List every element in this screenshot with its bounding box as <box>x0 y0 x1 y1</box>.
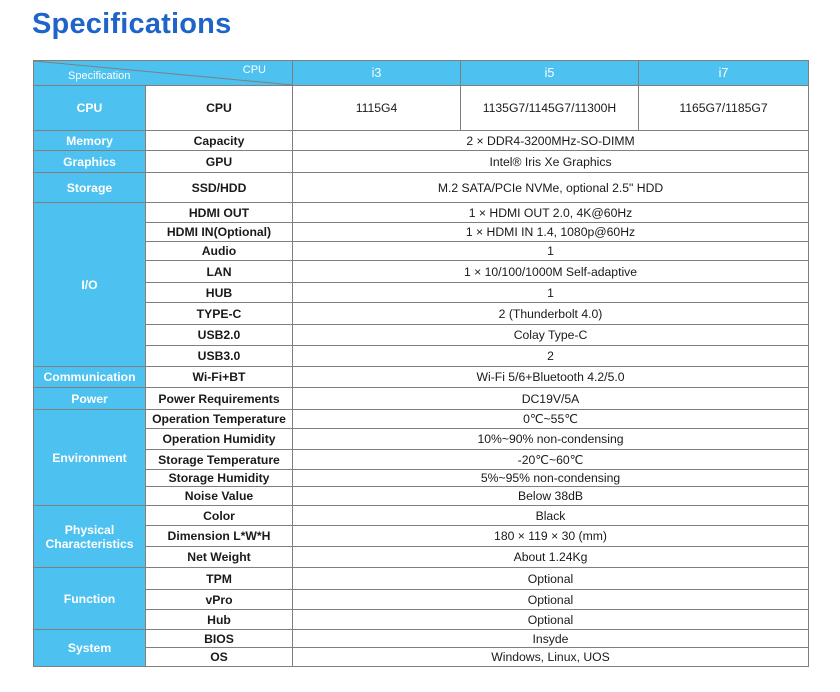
spec-value: 180 × 119 × 30 (mm) <box>293 526 809 547</box>
spec-value: 2 <box>293 346 809 367</box>
spec-value: M.2 SATA/PCIe NVMe, optional 2.5" HDD <box>293 173 809 203</box>
spec-value: About 1.24Kg <box>293 547 809 568</box>
category-cell: Power <box>34 388 146 410</box>
spec-value: Below 38dB <box>293 487 809 506</box>
spec-value: 0℃~55℃ <box>293 410 809 429</box>
spec-label: CPU <box>146 86 293 131</box>
spec-label: Operation Humidity <box>146 429 293 450</box>
spec-table <box>33 60 809 667</box>
spec-label: Storage Temperature <box>146 450 293 470</box>
corner-cpu-label: CPU <box>242 64 266 76</box>
spec-label: OS <box>146 648 293 667</box>
category-cell: Memory <box>34 131 146 151</box>
spec-row <box>34 506 809 526</box>
spec-label: Storage Humidity <box>146 470 293 487</box>
column-header-i7: i7 <box>639 61 809 86</box>
spec-row <box>34 203 809 223</box>
category-cpu: CPU <box>34 86 146 131</box>
spec-row <box>34 223 809 242</box>
spec-label: Hub <box>146 610 293 630</box>
spec-label: USB3.0 <box>146 346 293 367</box>
category-cell: Storage <box>34 173 146 203</box>
cpu-value-i5: 1135G7/1145G7/11300H <box>461 86 639 131</box>
spec-label: USB2.0 <box>146 325 293 346</box>
spec-value: 1 × HDMI OUT 2.0, 4K@60Hz <box>293 203 809 223</box>
spec-row <box>34 610 809 630</box>
spec-label: GPU <box>146 151 293 173</box>
category-cell: Communication <box>34 367 146 388</box>
spec-row <box>34 630 809 648</box>
spec-label: Dimension L*W*H <box>146 526 293 547</box>
spec-value: 2 × DDR4-3200MHz-SO-DIMM <box>293 131 809 151</box>
spec-row <box>34 487 809 506</box>
spec-value: Wi-Fi 5/6+Bluetooth 4.2/5.0 <box>293 367 809 388</box>
spec-row <box>34 526 809 547</box>
spec-label: vPro <box>146 590 293 610</box>
spec-value: 2 (Thunderbolt 4.0) <box>293 303 809 325</box>
spec-row <box>34 242 809 261</box>
spec-value: 1 × 10/100/1000M Self-adaptive <box>293 261 809 283</box>
spec-value: Black <box>293 506 809 526</box>
spec-label: Power Requirements <box>146 388 293 410</box>
column-header-i5: i5 <box>461 61 639 86</box>
spec-row <box>34 590 809 610</box>
spec-value: Insyde <box>293 630 809 648</box>
spec-value: 1 <box>293 242 809 261</box>
column-header-i3: i3 <box>293 61 461 86</box>
spec-label: Noise Value <box>146 487 293 506</box>
spec-value: -20℃~60℃ <box>293 450 809 470</box>
spec-row <box>34 283 809 303</box>
spec-value: 1 <box>293 283 809 303</box>
spec-label: Wi-Fi+BT <box>146 367 293 388</box>
category-cell: Environment <box>34 410 146 506</box>
spec-value: Intel® Iris Xe Graphics <box>293 151 809 173</box>
spec-row <box>34 151 809 173</box>
spec-row <box>34 173 809 203</box>
spec-value: 1 × HDMI IN 1.4, 1080p@60Hz <box>293 223 809 242</box>
header-row <box>34 61 809 86</box>
spec-label: HUB <box>146 283 293 303</box>
category-cell: Function <box>34 568 146 630</box>
spec-row <box>34 367 809 388</box>
spec-label: Operation Temperature <box>146 410 293 429</box>
spec-row <box>34 450 809 470</box>
category-cell: I/O <box>34 203 146 367</box>
corner-cell <box>34 61 293 86</box>
category-cell: System <box>34 630 146 667</box>
cpu-row <box>34 86 809 131</box>
spec-value: Optional <box>293 568 809 590</box>
spec-row <box>34 429 809 450</box>
spec-label: Audio <box>146 242 293 261</box>
spec-value: Windows, Linux, UOS <box>293 648 809 667</box>
cpu-value-i7: 1165G7/1185G7 <box>639 86 809 131</box>
corner-spec-label: Specification <box>68 70 131 82</box>
spec-row <box>34 131 809 151</box>
spec-row <box>34 547 809 568</box>
spec-label: TPM <box>146 568 293 590</box>
spec-row <box>34 325 809 346</box>
spec-label: Capacity <box>146 131 293 151</box>
category-cell: Graphics <box>34 151 146 173</box>
spec-label: LAN <box>146 261 293 283</box>
spec-label: Net Weight <box>146 547 293 568</box>
spec-row <box>34 648 809 667</box>
spec-value: 5%~95% non-condensing <box>293 470 809 487</box>
spec-row <box>34 346 809 367</box>
spec-value: Optional <box>293 610 809 630</box>
category-cell: Physical Characteristics <box>34 506 146 568</box>
spec-value: Colay Type-C <box>293 325 809 346</box>
spec-table-body <box>34 61 809 667</box>
spec-row <box>34 568 809 590</box>
spec-label: TYPE-C <box>146 303 293 325</box>
spec-row <box>34 410 809 429</box>
spec-row <box>34 470 809 487</box>
spec-value: Optional <box>293 590 809 610</box>
spec-label: BIOS <box>146 630 293 648</box>
spec-row <box>34 303 809 325</box>
spec-row <box>34 388 809 410</box>
spec-label: Color <box>146 506 293 526</box>
spec-value: DC19V/5A <box>293 388 809 410</box>
cpu-value-i3: 1115G4 <box>293 86 461 131</box>
spec-label: SSD/HDD <box>146 173 293 203</box>
spec-row <box>34 261 809 283</box>
spec-label: HDMI IN(Optional) <box>146 223 293 242</box>
spec-value: 10%~90% non-condensing <box>293 429 809 450</box>
spec-label: HDMI OUT <box>146 203 293 223</box>
page-title: Specifications <box>32 8 232 40</box>
